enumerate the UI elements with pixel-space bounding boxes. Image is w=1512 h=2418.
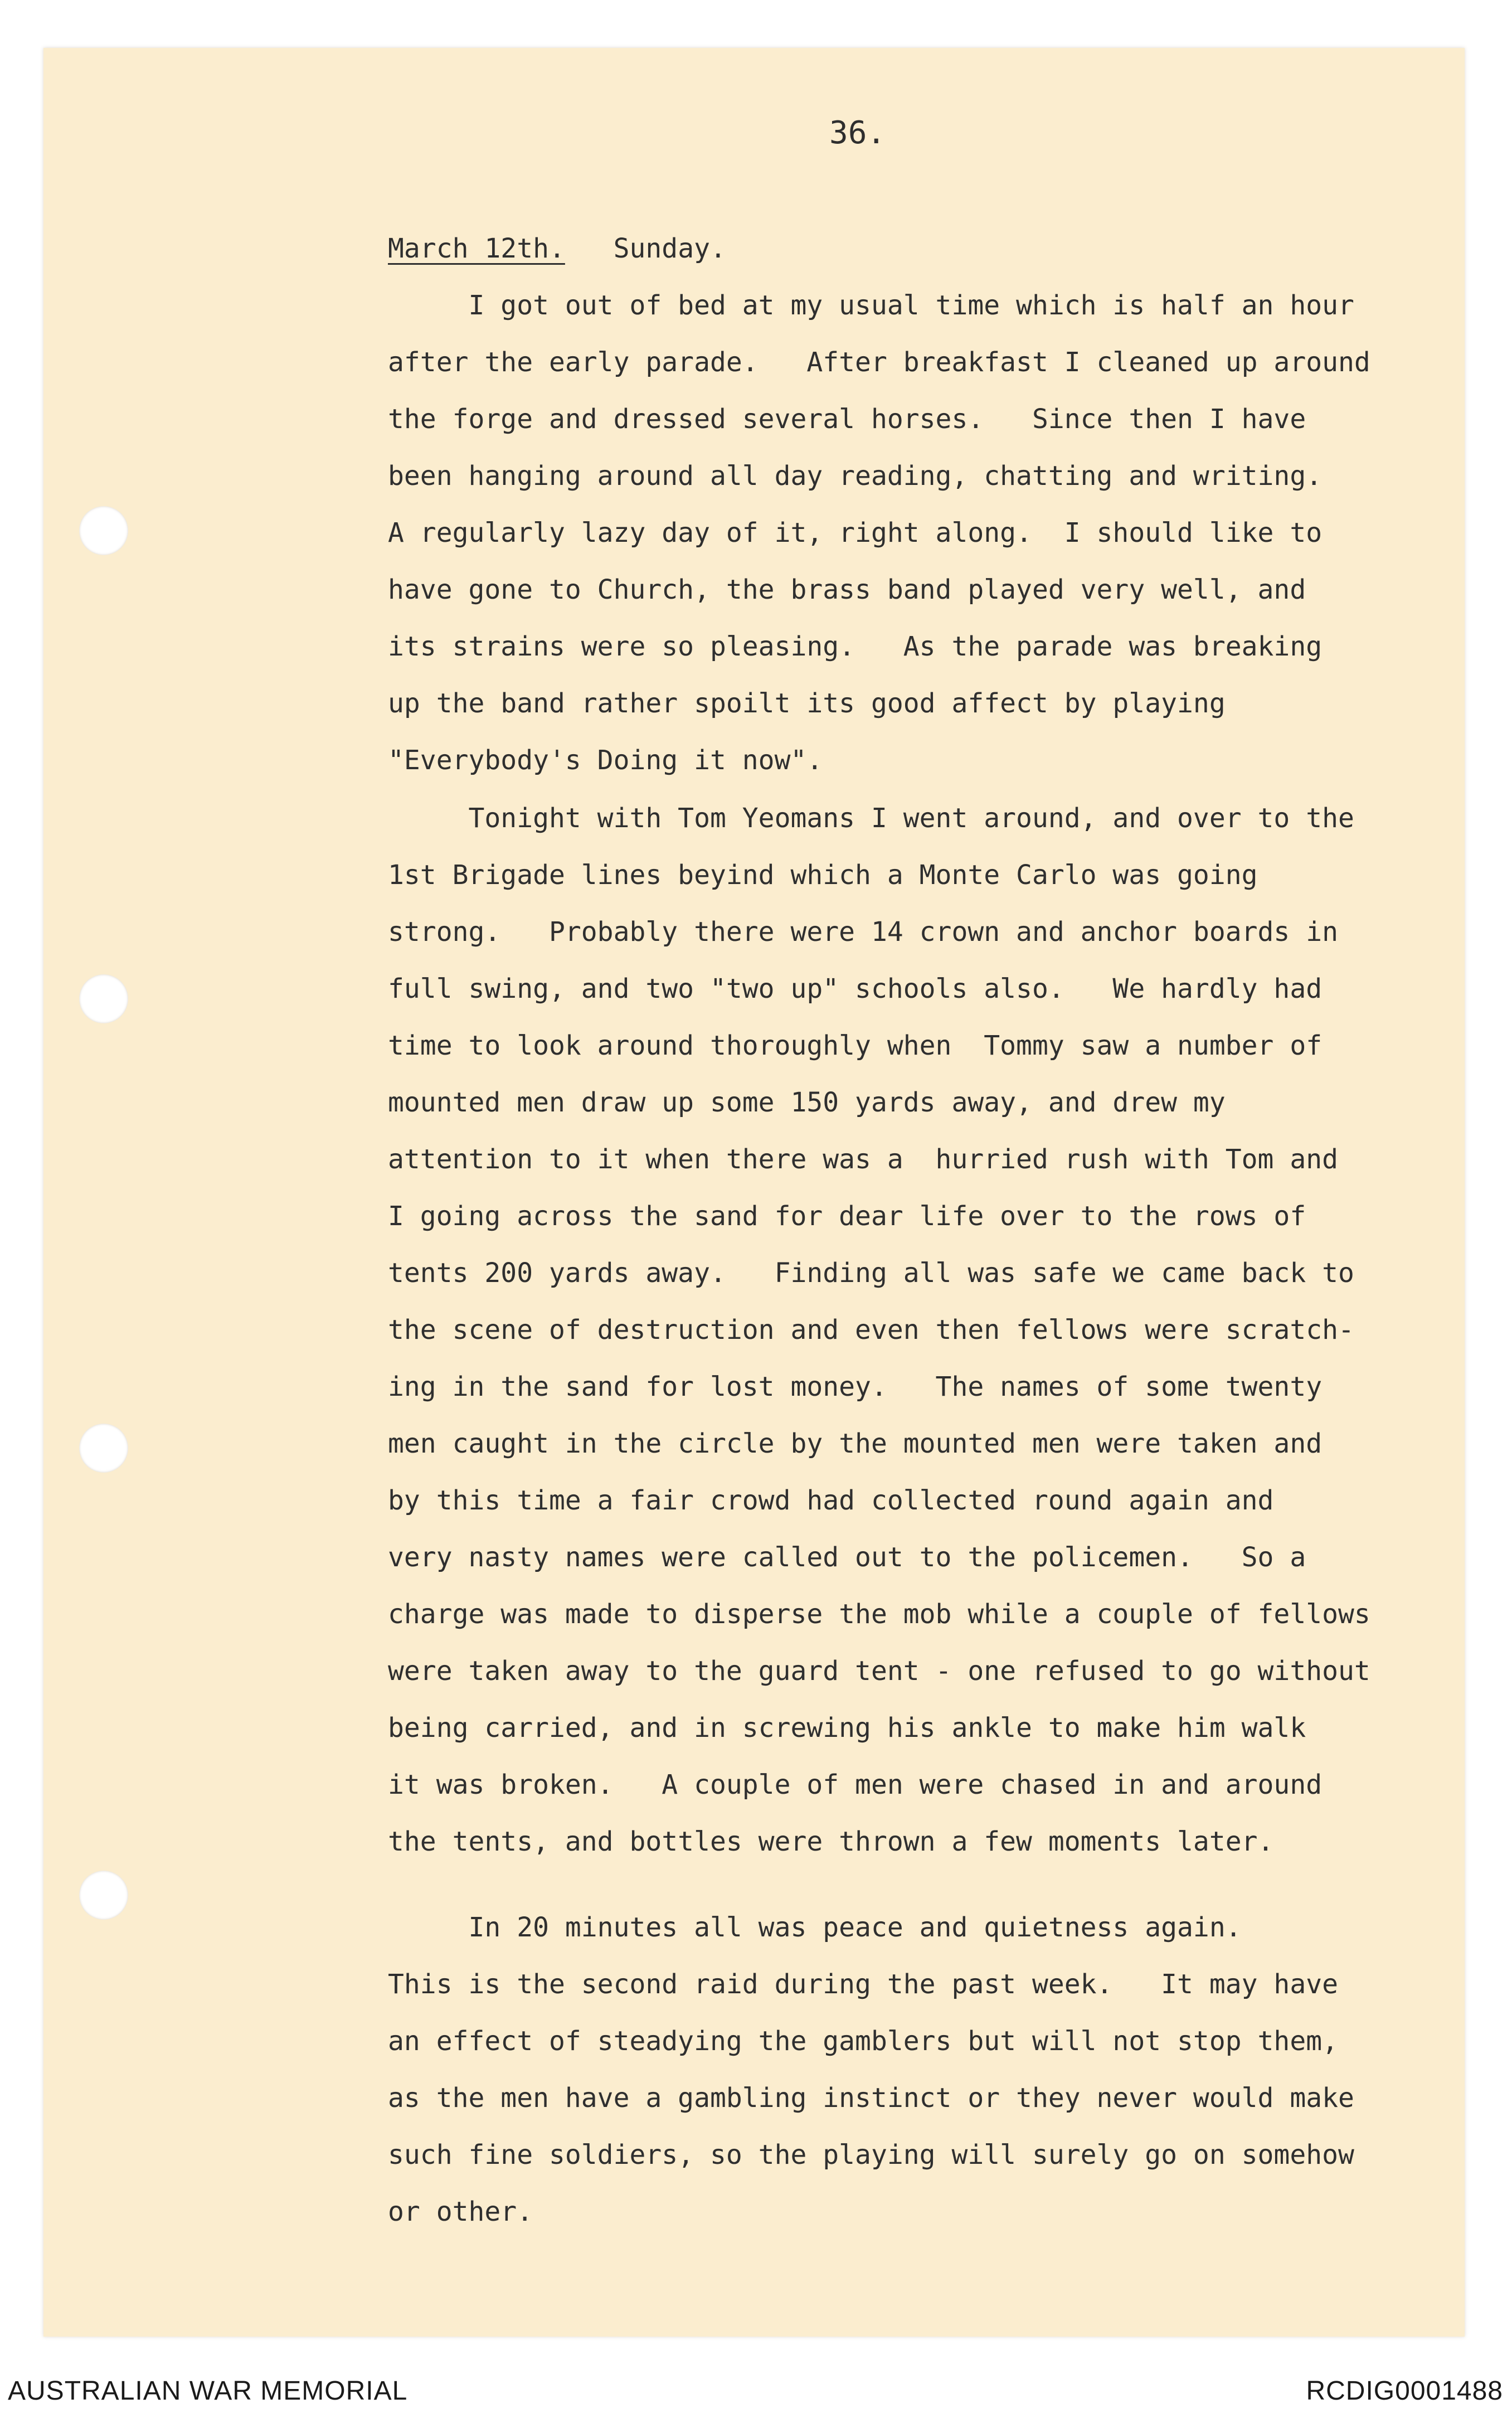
text-line: or other. (388, 2196, 533, 2227)
text-line: This is the second raid during the past week. It may have (388, 1969, 1339, 2000)
page-number: 36. (829, 115, 886, 151)
text-line: I going across the sand for dear life over to the rows of (388, 1201, 1306, 1232)
document-page (43, 48, 1465, 2337)
entry-heading (388, 232, 726, 265)
text-line: by this time a fair crowd had collected round again and (388, 1485, 1274, 1516)
text-line: Tonight with Tom Yeomans I went around, and over to the (388, 803, 1354, 834)
text-line: it was broken. A couple of men were chased in and around (388, 1769, 1323, 1800)
text-line: time to look around thoroughly when Tommy saw a number of (388, 1030, 1323, 1061)
text-line: being carried, and in screwing his ankle to make him walk (388, 1712, 1306, 1744)
punch-hole-4 (79, 1871, 128, 1920)
text-line: charge was made to disperse the mob while a couple of fellows (388, 1599, 1370, 1630)
text-line: as the men have a gambling instinct or they never would make (388, 2082, 1354, 2114)
punch-hole-1 (79, 506, 128, 555)
text-line: its strains were so pleasing. As the parade was breaking (388, 631, 1323, 662)
text-line: ing in the sand for lost money. The names of some twenty (388, 1371, 1323, 1402)
text-line: after the early parade. After breakfast I cleaned up around (388, 347, 1370, 378)
punch-hole-2 (79, 974, 128, 1023)
text-line: such fine soldiers, so the playing will surely go on somehow (388, 2139, 1354, 2171)
text-line: In 20 minutes all was peace and quietness again. (388, 1912, 1242, 1943)
text-line: the forge and dressed several horses. Since then I have (388, 404, 1306, 435)
text-line: the tents, and bottles were thrown a few moments later. (388, 1826, 1274, 1857)
footer-reference: RCDIG0001488 (1306, 2376, 1503, 2406)
text-line: been hanging around all day reading, chatting and writing. (388, 460, 1323, 492)
text-line: very nasty names were called out to the policemen. So a (388, 1542, 1306, 1573)
entry-date: March 12th. (388, 233, 565, 264)
footer-institution: AUSTRALIAN WAR MEMORIAL (8, 2376, 408, 2406)
text-line: I got out of bed at my usual time which is half an hour (388, 290, 1354, 321)
punch-hole-3 (79, 1424, 128, 1473)
text-line: attention to it when there was a hurried rush with Tom and (388, 1144, 1339, 1175)
text-line: 1st Brigade lines beyind which a Monte Carlo was going (388, 860, 1258, 891)
text-line: up the band rather spoilt its good affect by playing (388, 688, 1226, 719)
text-line: strong. Probably there were 14 crown and anchor boards in (388, 916, 1339, 948)
text-line: mounted men draw up some 150 yards away, and drew my (388, 1087, 1226, 1118)
text-line: "Everybody's Doing it now". (388, 745, 823, 776)
text-line: the scene of destruction and even then fellows were scratch- (388, 1314, 1354, 1346)
text-line: A regularly lazy day of it, right along. I should like to (388, 517, 1323, 548)
text-line: have gone to Church, the brass band played very well, and (388, 574, 1306, 605)
text-line: men caught in the circle by the mounted men were taken and (388, 1428, 1323, 1459)
entry-day: Sunday. (613, 233, 726, 264)
text-line: an effect of steadying the gamblers but will not stop them, (388, 2026, 1339, 2057)
text-line: tents 200 yards away. Finding all was safe we came back to (388, 1257, 1354, 1289)
text-line: were taken away to the guard tent - one refused to go without (388, 1655, 1370, 1687)
text-line: full swing, and two "two up" schools also. We hardly had (388, 973, 1323, 1004)
